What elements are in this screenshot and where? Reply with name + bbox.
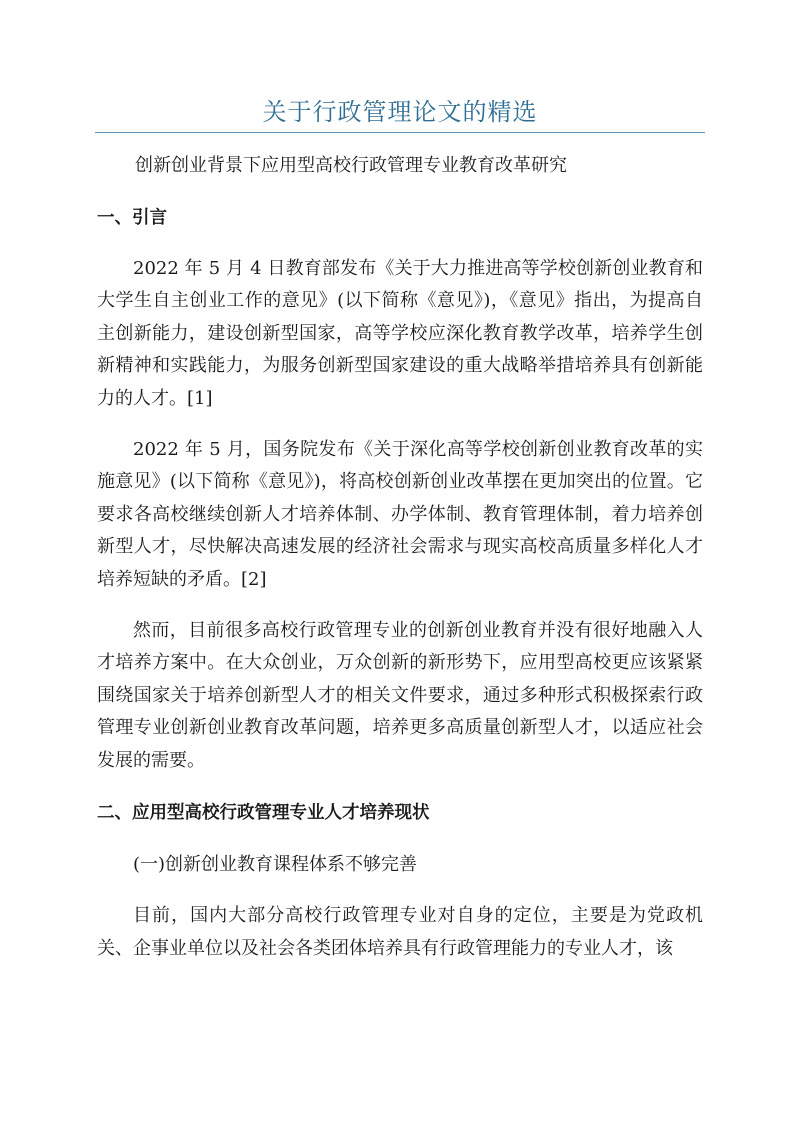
title-underline bbox=[95, 132, 705, 133]
paragraph-4: 目前，国内大部分高校行政管理专业对自身的定位，主要是为党政机关、企事业单位以及社会各类团体培养具有行政管理能力的专业人才，该 bbox=[97, 905, 703, 959]
document-title: 关于行政管理论文的精选 bbox=[262, 98, 538, 126]
document-subtitle: 创新创业背景下应用型高校行政管理专业教育改革研究 bbox=[135, 155, 567, 176]
document-body bbox=[97, 150, 703, 965]
paragraph-1: 2022 年 5 月 4 日教育部发布《关于大力推进高等学校创新创业教育和大学生自主创业工作的意见》(以下简称《意见》)，《意见》指出，为提高自主创新能力，建设创新型国家，高等学校应深化教育教学改革，培养学生创新精神和实践能力，为服务创新型国家建设的重大战略举措培养具有创新能力的人才。[1] bbox=[97, 258, 703, 409]
section-heading-status: 二、应用型高校行政管理专业人才培养现状 bbox=[97, 803, 430, 824]
section-heading-intro: 一、引言 bbox=[97, 208, 167, 228]
paragraph-3: 然而，目前很多高校行政管理专业的创新创业教育并没有很好地融入人才培养方案中。在大众创业，万众创新的新形势下，应用型高校更应该紧紧围绕国家关于培养创新型人才的相关文件要求，通过多种形式积极探索行政管理专业创新创业教育改革问题，培养更多高质量创新型人才，以适应社会发展的需要。 bbox=[97, 620, 703, 771]
paragraph-2: 2022 年 5 月，国务院发布《关于深化高等学校创新创业教育改革的实施意见》(以下简称《意见》)，将高校创新创业改革摆在更加突出的位置。它要求各高校继续创新人才培养体制、办学体制、教育管理体制，着力培养创新型人才，尽快解决高速发展的经济社会需求与现实高校高质量多样化人才培养短缺的矛盾。[2] bbox=[97, 439, 703, 590]
subsection-heading-1: (一)创新创业教育课程体系不够完善 bbox=[133, 854, 418, 876]
